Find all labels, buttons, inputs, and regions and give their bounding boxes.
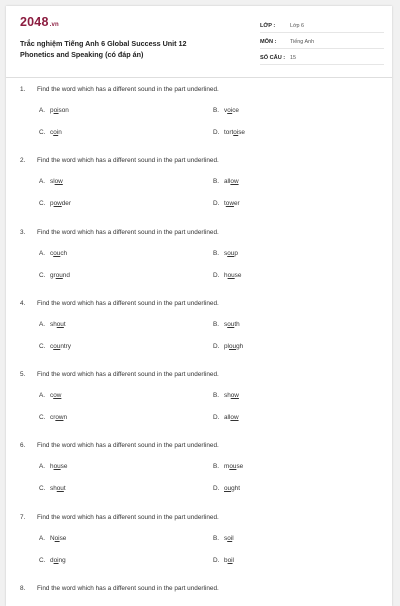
option-underlined-part: oi	[227, 534, 233, 542]
site-logo[interactable]: 2048.vn	[20, 15, 59, 29]
option-word-start: p	[50, 107, 54, 114]
answer-option[interactable]	[213, 392, 239, 399]
option-letter: C.	[39, 485, 46, 493]
option-underlined-part: ow	[230, 392, 239, 400]
answer-option[interactable]	[39, 107, 69, 114]
answer-option[interactable]	[39, 178, 63, 185]
option-underlined-part: ou	[227, 249, 235, 257]
worksheet-header	[6, 6, 392, 71]
option-word-start: sh	[50, 320, 57, 328]
question-number: 4.	[20, 299, 26, 307]
option-word-start: h	[224, 271, 228, 279]
answer-option[interactable]	[213, 272, 241, 279]
option-underlined-part: ou	[56, 485, 64, 493]
option-word-start: gr	[50, 271, 56, 279]
meta-row-count	[260, 51, 384, 65]
option-word-end: son	[58, 107, 69, 114]
option-word-end: se	[236, 463, 244, 471]
option-word-start: cr	[50, 414, 56, 422]
option-underlined-part: oi	[53, 556, 59, 564]
option-letter: C.	[39, 556, 46, 564]
option-word-end: l	[232, 556, 234, 564]
answer-option[interactable]	[213, 178, 239, 185]
option-underlined-part: oi	[53, 107, 59, 114]
option-underlined-part: ou	[227, 320, 235, 328]
question-text: Find the word which has a different sound in the part underlined.	[37, 371, 219, 379]
option-letter: B.	[213, 463, 220, 471]
option-word-start: sh	[50, 485, 57, 493]
option-word-end: se	[234, 271, 242, 279]
answer-option[interactable]	[213, 463, 243, 470]
option-underlined-part: oi	[233, 129, 239, 136]
option-underlined-part: ou	[55, 271, 63, 279]
answer-option[interactable]	[213, 414, 239, 421]
meta-value: Lớp 6	[290, 22, 305, 29]
question-8	[6, 585, 392, 606]
option-letter: D.	[213, 200, 220, 208]
answer-option[interactable]	[39, 129, 62, 136]
option-underlined-part: oi	[54, 534, 60, 542]
answer-option[interactable]	[213, 535, 234, 542]
option-underlined-part: ow	[53, 392, 62, 400]
question-prompt	[20, 157, 219, 164]
answer-option[interactable]	[39, 463, 67, 470]
answer-option[interactable]	[213, 250, 238, 257]
answer-option[interactable]	[39, 392, 61, 399]
option-underlined-part: oi	[227, 107, 233, 114]
option-word-start: t	[224, 200, 226, 208]
option-word-start: d	[50, 556, 54, 564]
meta-label: MÔN :	[260, 38, 277, 45]
option-letter: A.	[39, 178, 46, 186]
option-word-start: s	[224, 534, 228, 542]
option-word-start: s	[224, 320, 228, 328]
option-word-end: ght	[231, 485, 240, 493]
question-text: Find the word which has a different sound in the part underlined.	[37, 86, 219, 93]
option-word-start: h	[50, 463, 54, 471]
option-letter: D.	[213, 342, 220, 350]
option-underlined-part: ou	[53, 463, 61, 471]
option-letter: A.	[39, 320, 46, 328]
option-letter: D.	[213, 556, 220, 564]
option-letter: B.	[213, 534, 220, 542]
worksheet-title	[20, 38, 250, 60]
option-word-end: t	[63, 485, 66, 493]
question-prompt	[20, 371, 219, 378]
question-number: 1.	[20, 86, 26, 93]
option-underlined-part: ou	[224, 485, 232, 493]
option-word-end: ch	[60, 249, 68, 257]
question-prompt	[20, 585, 219, 592]
answer-option[interactable]	[213, 557, 234, 564]
option-letter: C.	[39, 200, 46, 208]
answer-option[interactable]	[213, 129, 245, 136]
question-3	[6, 229, 392, 300]
title-line-1: Trắc nghiệm Tiếng Anh 6 Global Success Unit 12	[20, 39, 187, 48]
option-word-end: n	[58, 129, 62, 136]
option-word-start: c	[50, 392, 54, 400]
option-word-start: all	[224, 178, 231, 186]
option-word-start: c	[50, 249, 54, 257]
question-number: 6.	[20, 442, 26, 450]
header-divider	[6, 77, 392, 78]
option-underlined-part: ow	[55, 414, 64, 422]
option-underlined-part: ow	[230, 414, 239, 422]
question-number: 2.	[20, 157, 26, 165]
option-word-end: ng	[58, 556, 66, 564]
option-letter: D.	[213, 271, 220, 279]
answer-option[interactable]	[213, 200, 240, 207]
question-text: Find the word which has a different sound in the part underlined.	[37, 157, 219, 165]
question-prompt	[20, 514, 219, 521]
option-word-end: gh	[236, 342, 244, 350]
question-prompt	[20, 442, 219, 449]
meta-label: LỚP :	[260, 22, 276, 29]
option-underlined-part: ou	[228, 342, 237, 350]
question-list	[6, 86, 392, 606]
question-1	[6, 86, 392, 157]
option-underlined-part: ow	[230, 178, 239, 186]
question-number: 5.	[20, 371, 26, 379]
meta-label: SỐ CÂU :	[260, 54, 286, 61]
question-text: Find the word which has a different sound in the part underlined.	[37, 228, 219, 236]
option-word-end: p	[234, 249, 238, 257]
option-word-end: se	[60, 463, 68, 471]
answer-option[interactable]	[39, 343, 71, 350]
option-word-start: b	[224, 556, 228, 564]
question-number: 3.	[20, 228, 26, 236]
question-5	[6, 371, 392, 442]
option-underlined-part: oi	[227, 556, 233, 564]
question-number: 8.	[20, 585, 26, 593]
option-letter: C.	[39, 342, 46, 350]
option-underlined-part: ou	[53, 342, 61, 350]
option-underlined-part: ow	[225, 200, 234, 208]
option-word-start: pl	[224, 342, 229, 350]
option-letter: B.	[213, 392, 220, 400]
option-word-start: c	[50, 342, 54, 350]
meta-value: Tiếng Anh	[290, 38, 315, 45]
option-word-end: der	[61, 200, 71, 208]
question-6	[6, 442, 392, 513]
option-underlined-part: ou	[229, 463, 237, 471]
option-letter: C.	[39, 271, 46, 279]
option-underlined-part: ou	[227, 271, 235, 279]
option-word-end: se	[238, 129, 245, 136]
option-word-end: th	[234, 320, 240, 328]
question-text: Find the word which has a different sound in the part underlined.	[37, 513, 219, 521]
option-underlined-part: ou	[56, 320, 64, 328]
option-underlined-part: oi	[53, 129, 59, 136]
option-letter: D.	[213, 485, 220, 493]
option-word-start: N	[50, 534, 55, 542]
option-letter: C.	[39, 129, 46, 136]
option-letter: A.	[39, 107, 46, 114]
option-word-start: s	[224, 249, 228, 257]
option-word-start: c	[50, 129, 54, 136]
option-word-start: sh	[224, 392, 231, 400]
option-word-end: se	[59, 534, 67, 542]
question-prompt	[20, 300, 219, 307]
answer-option[interactable]	[213, 343, 243, 350]
option-letter: C.	[39, 414, 46, 422]
question-text: Find the word which has a different sound in the part underlined.	[37, 299, 219, 307]
answer-option[interactable]	[39, 557, 66, 564]
option-letter: D.	[213, 414, 220, 422]
answer-option[interactable]	[39, 321, 66, 328]
worksheet	[6, 6, 392, 606]
answer-option[interactable]	[213, 485, 240, 492]
option-word-start: v	[224, 107, 228, 114]
option-underlined-part: ou	[53, 249, 61, 257]
option-word-end: l	[232, 534, 234, 542]
option-letter: B.	[213, 178, 220, 186]
option-letter: A.	[39, 392, 46, 400]
option-underlined-part: ow	[54, 178, 63, 186]
option-letter: A.	[39, 534, 46, 542]
meta-row-class	[260, 19, 384, 33]
question-4	[6, 300, 392, 371]
option-word-end: er	[233, 200, 240, 208]
title-line-2: Phonetics and Speaking (có đáp án)	[20, 50, 144, 59]
answer-option[interactable]	[39, 535, 66, 542]
answer-option[interactable]	[39, 414, 67, 421]
meta-box	[260, 19, 384, 67]
meta-value: 15	[290, 54, 296, 61]
option-word-start: m	[224, 463, 230, 471]
option-word-start: all	[224, 414, 231, 422]
option-word-start: sl	[50, 178, 55, 186]
answer-option[interactable]	[39, 200, 71, 207]
option-letter: A.	[39, 249, 46, 257]
option-letter: A.	[39, 463, 46, 471]
option-letter: B.	[213, 249, 220, 257]
answer-option[interactable]	[39, 485, 66, 492]
option-word-start: p	[50, 200, 54, 208]
meta-row-subject	[260, 35, 384, 49]
option-word-end: n	[63, 414, 68, 422]
option-word-end: nd	[62, 271, 70, 279]
answer-option[interactable]	[213, 321, 240, 328]
question-number: 7.	[20, 513, 26, 521]
answer-option[interactable]	[39, 272, 70, 279]
option-word-end: t	[63, 320, 66, 328]
option-letter: D.	[213, 129, 220, 136]
option-underlined-part: ow	[53, 200, 62, 208]
question-text: Find the word which has a different sound in the part underlined.	[37, 585, 219, 593]
option-letter: B.	[213, 107, 220, 114]
question-prompt	[20, 86, 219, 93]
answer-option[interactable]	[213, 107, 239, 114]
question-2	[6, 157, 392, 228]
question-text: Find the word which has a different sound in the part underlined.	[37, 442, 219, 450]
option-word-end: ce	[232, 107, 239, 114]
option-word-start: tort	[224, 129, 234, 136]
answer-option[interactable]	[39, 250, 67, 257]
question-prompt	[20, 229, 219, 236]
option-word-end: ntry	[60, 342, 71, 350]
question-7	[6, 514, 392, 585]
option-letter: B.	[213, 320, 220, 328]
